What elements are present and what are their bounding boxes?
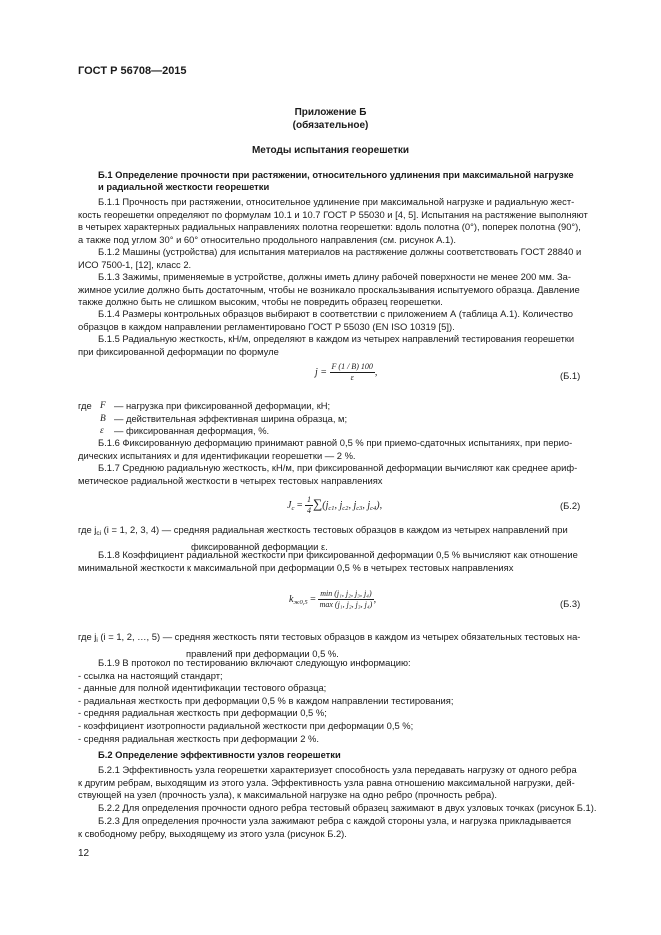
b2-heading: Б.2 Определение эффективности узлов георешетки	[98, 749, 341, 760]
formula-b1: j = $\frac{F (1 / B) 100}{\varepsilon}$ ,	[315, 362, 378, 382]
formula-b2-label: (Б.2)	[560, 500, 581, 511]
paragraph-b21: Б.2.1 Эффективность узла георешетки характеризует способность узла передавать нагрузку от одного ребра к другим ребрам, выходящим из этого узла. Эффективность узла равна отношению максимальной нагрузки, дей- ствующей на узел (прочность узла), к максимальной нагрузке на одно ребро (прочность ребра).	[78, 764, 577, 801]
paragraph-b13: Б.1.3 Зажимы, применяемые в устройстве, должны иметь длину рабочей поверхности не менее 200 мм. За- жимное усилие должно быть достаточным, чтобы не возникало проскальзывания испытуемого образца. Давление также должно быть не слишком высоким, чтобы не повредить образец георешетки.	[78, 271, 580, 308]
paragraph-b17: Б.1.7 Среднюю радиальную жесткость, кН/м, при фиксированной деформации вычисляют как среднее ариф- метическое радиальной жесткости в четырех тестовых направлениях	[78, 462, 578, 486]
appendix-status: (обязательное)	[292, 119, 369, 131]
paragraph-b22: Б.2.2 Для определения прочности одного ребра тестовый образец зажимают в двух узловых точках (рисунок Б.1).	[98, 802, 597, 813]
definitions-b1	[78, 400, 583, 438]
document-header: ГОСТ Р 56708—2015	[78, 65, 187, 77]
list-item: - ссылка на настоящий стандарт;	[78, 669, 223, 681]
formula-b3: $k_{ж0,5}$ = $\frac{\text{min (j₁, j₂, j₃, j₄)}}{\text{max (j₁, j₂, j₃, j₄)}}$ ,	[289, 589, 377, 609]
list-item: - коэффициент изотропности радиальной жесткости при деформации 0,5 %;	[78, 719, 414, 731]
b1-heading-2: и радиальной жесткости георешетки	[98, 181, 270, 192]
definitions-b3: где $j_i$ (i = 1, 2, …, 5) — средняя жесткость пяти тестовых образцов в каждом из четырех обязательных тестовых на- правлений при деформации 0,5 %.	[78, 631, 581, 659]
paragraph-b12: Б.1.2 Машины (устройства) для испытания материалов на растяжение должны соответствовать ГОСТ 28840 и ИСО 7500-1, [12], класс 2.	[78, 246, 582, 270]
paragraph-b14: Б.1.4 Размеры контрольных образцов выбирают в соответствии с приложением А (таблица А.1). Количество образцов в каждом направлении регламентировано ГОСТ Р 55030 (EN ISO 10319 [5]).	[78, 308, 573, 332]
formula-b1-label: (Б.1)	[560, 370, 581, 381]
paragraph-b18: Б.1.8 Коэффициент радиальной жесткости при фиксированной деформации 0,5 % вычисляют как отношение минимальной жесткости к максимальной при деформации 0,5 % в четырех тестовых направлениях	[78, 549, 578, 573]
formula-b2-fraction: $\frac{1}{4}$	[306, 495, 311, 515]
page-number: 12	[78, 848, 90, 859]
definition-row: B — действительная эффективная ширина образца, м;	[100, 412, 348, 424]
formula-b3-label: (Б.3)	[560, 598, 581, 609]
b1-heading: Б.1 Определение прочности при растяжении, относительного удлинения при максимальной нагрузке	[98, 169, 574, 180]
paragraph-b11: Б.1.1 Прочность при растяжении, относительное удлинение при максимальной нагрузке и радиальную жест- кость георешетки определяют по формулам 10.1 и 10.7 ГОСТ Р 55030 и [4, 5]. Испытания на растяжение выполняют в четырех характерных радиальных направлениях полотна георешетки: вдоль полотна (0°), поперек полотна (90°), а также под углом 30° и 60° относительно продольного направления (см. рисунок А.1).	[78, 196, 588, 245]
formula-b3-fraction: $\frac{\text{min (j₁, j₂, j₃, j₄)}}{\text{max (j₁, j₂, j₃, j₄)}}$	[319, 589, 373, 609]
appendix-heading	[78, 107, 583, 132]
list-item: - средняя радиальная жесткость при деформации 2 %.	[78, 732, 319, 744]
definition-row: где F — нагрузка при фиксированной деформации, кН;	[78, 400, 331, 411]
paragraph-b23: Б.2.3 Для определения прочности узла зажимают ребра с каждой стороны узла, и нагрузка прикладывается к свободному ребру, выходящему из этого узла (рисунок Б.2).	[78, 815, 572, 839]
definition-row: ε — фиксированная деформация, %.	[100, 425, 270, 437]
section-title: Методы испытания георешетки	[251, 145, 410, 156]
paragraph-b16: Б.1.6 Фиксированную деформацию принимают равной 0,5 % при приемо-сдаточных испытаниях, при перио- дических испытаниях и для идентификации георешетки — 2 %.	[78, 437, 573, 461]
formula-b1-fraction: $\frac{F (1 / B) 100}{\varepsilon}$	[331, 362, 373, 382]
formula-b2: $J_c$ = $\frac{1}{4}$ $\sum(j_{c1}$, $j_{c2}$, $j_{c3}$, $j_{c4}$),	[287, 495, 383, 515]
list-item: - данные для полной идентификации тестового образца;	[78, 682, 327, 694]
paragraph-b19: Б.1.9 В протокол по тестированию включают следующую информацию: - ссылка на настоящий стандарт; - данные для полной идентификации тестового образца; - радиальная жесткость при деформации 0,5 % в каждом направлении тестирования; - средняя радиальная жесткость при деформации 0,5 %; - коэффициент изотропности радиальной жесткости при деформации 0,5 %; - средняя радиальная жесткость при деформации 2 %.	[78, 657, 583, 745]
paragraph-b15: Б.1.5 Радиальную жесткость, кН/м, определяют в каждом из четырех направлений тестирования георешетки при фиксированной деформации по формуле	[78, 333, 575, 357]
list-item: - радиальная жесткость при деформации 0,5 % в каждом направлении тестирования;	[78, 694, 454, 706]
definitions-b2: где $j_{ci}$ (i = 1, 2, 3, 4) — средняя радиальная жесткость тестовых образцов в каждом из четырех направлений при фиксированной деформации ε.	[78, 524, 568, 552]
list-item: - средняя радиальная жесткость при деформации 0,5 %;	[78, 707, 327, 719]
appendix-title: Приложение Б	[294, 107, 367, 118]
